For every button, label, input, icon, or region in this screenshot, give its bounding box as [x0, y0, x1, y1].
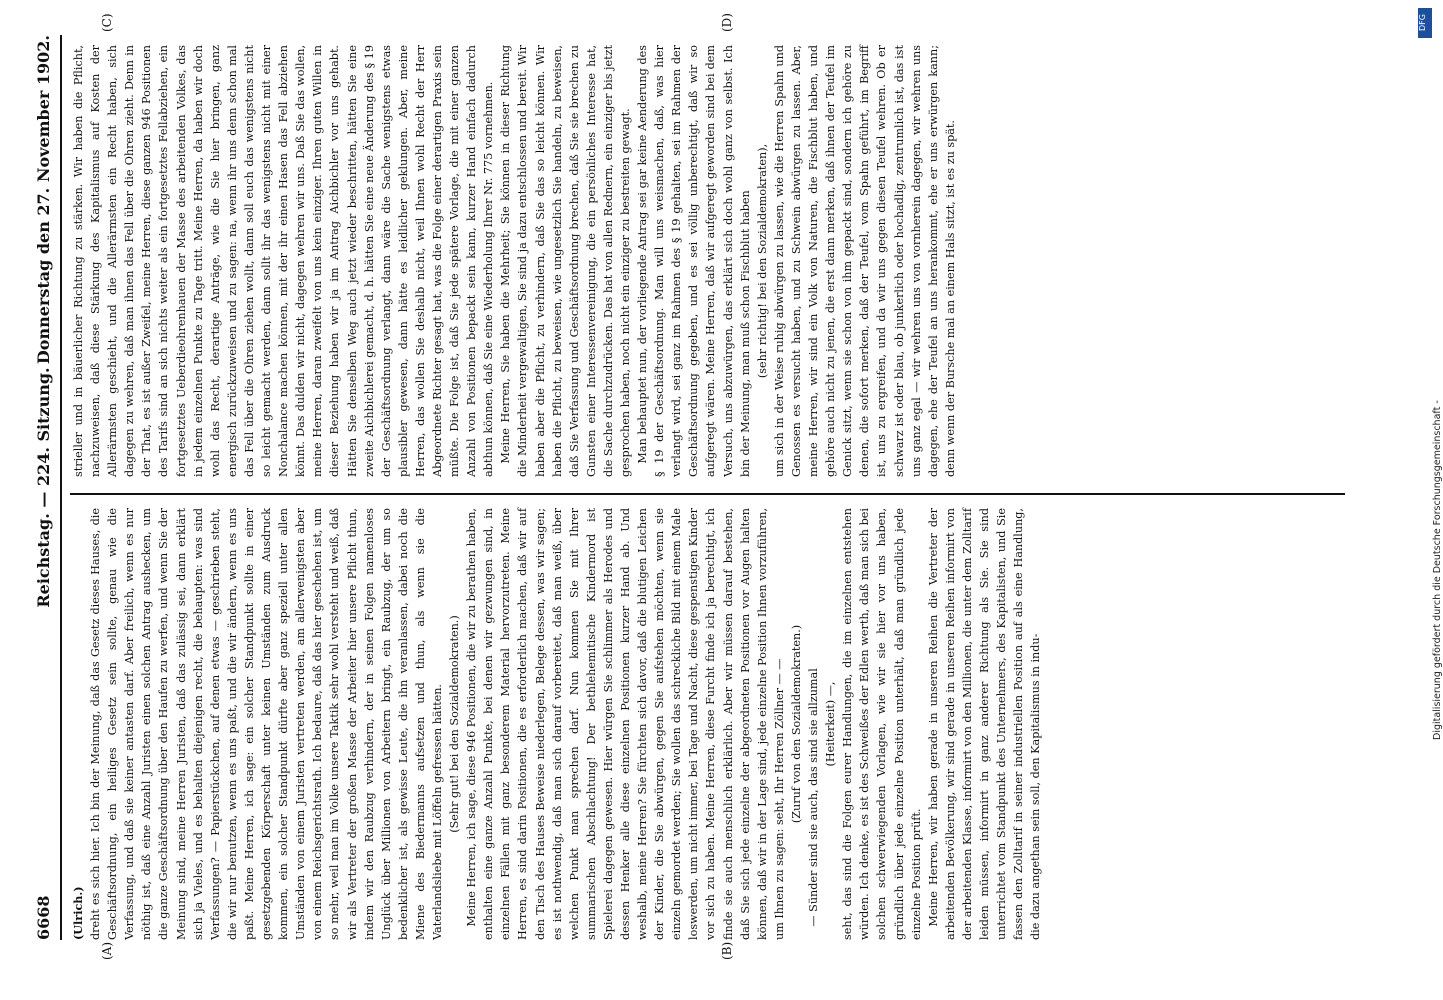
- dfg-logo: DFG: [1418, 8, 1432, 38]
- digitization-credit: [1420, 40, 1443, 740]
- right-column: [70, 45, 1350, 477]
- paragraph: um sich in der Weise ruhig abwürgen zu lassen, wie die Herren Spahn und Genossen es versucht haben, und zu Schwein abwürgen zu lassen. Aber, meine Herren, wir sind ein Volk von Naturen, die Fischblut haben, und gehöre auch nicht zu jenen, die erst dann merken, daß ihnen der Teufel im Genick sitzt, wenn sie schon von ihm gepackt sind, sondern ich gehöre zu denen, die sofort merken, daß der Teufel, vom Spahn geführt, im Begriff ist, uns zu ergreifen, und da wir uns gegen diesen Teufel wehren. Ob er schwarz ist oder blau, ob junkerlich oder hochadlig, zentrumlich ist, das ist uns ganz egal — wir wehren uns von vornherein dagegen, wir wehren uns dagegen, ehe der Teufel an uns herankommt, ehe er uns erwürgen kann; denn wenn der Bursche mal an einem Hals sitzt, ist es zu spät.: [772, 45, 957, 477]
- interjection: (sehr richtig! bei den Sozialdemokraten),: [755, 143, 769, 379]
- credit-text: Digitalisierung gefördert durch die Deutsche Forschungsgemeinschaft -: [1432, 400, 1443, 740]
- paragraph: — Sünder sind sie auch, das sind sie allzumal: [807, 668, 821, 927]
- page-header: [34, 35, 60, 940]
- interjection: (Zuruf von den Sozialdemokraten.): [789, 624, 803, 824]
- paragraph: Man behauptet nun, der vorliegende Antrag sei gar keine Aenderung des § 19 der Geschäftsordnung. Man will uns weismachen, daß, was hier verlangt wird, sei ganz im Rahmen des § 19 gehalten, sei im Rahmen der Geschäftsordnung gegeben, und es sei völlig unberechtigt, daß wir so aufgeregt wären. Meine Herren, daß wir aufgeregt geworden sind bei dem Versuch, uns abzuwürgen, das erklärt sich doch wohl ganz von selbst. Ich bin der Meinung, man muß schon Fischblut haben: [636, 45, 752, 477]
- column-rule: [70, 493, 1345, 495]
- speaker-name: (Ulrich.): [71, 886, 85, 940]
- interjection: (Sehr gut! bei den Sozialdemokraten.): [448, 615, 462, 833]
- paragraph: seht, das sind die Folgen eurer Handlungen, die im einzelnen entstehen würden. Ich denke, es ist des Schweißes der Edlen werth, daß man sich bei solchen schwerwiegenden Vorlagen, wie wir sie hier vor uns haben, gründlich über jede einzelne Position unterhält, daß man gründlich jede einzelne Position prüft.: [841, 508, 923, 940]
- left-column: [70, 508, 1350, 940]
- margin-marker-a: (A): [100, 941, 114, 960]
- paragraph: Meine Herren, Sie haben die Mehrheit; Sie können in dieser Richtung die Minderheit vergewaltigen, Sie sind ja dazu entschlossen und bereit. Wir haben aber die Pflicht, zu verhindern, daß Sie das so leicht können. Wir haben die Pflicht, zu beweisen, wie ungesetzlich Sie handeln, zu beweisen, daß Sie Verfassung und Geschäftsordnung brechen, daß Sie sie brechen zu Gunsten einer Interessenvereinigung, die ein persönliches Interesse hat, die Sache durchzudrücken. Das hat von allen Rednern, ein einziger bis jetzt gesprochen haben, noch nicht ein einziger zu bestreiten gewagt.: [499, 44, 632, 477]
- page-number: 6668: [34, 895, 53, 940]
- paragraph: dreht es sich hier. Ich bin der Meinung, daß das Gesetz dieses Hauses, die Geschäftsordnung, ein heiliges Gesetz sein sollte, genau wie die Verfassung, und daß sie keiner antasten darf. Aber freilich, wenn es nur nöthig ist, daß eine Anzahl Juristen einen solchen Antrag aushecken, um die ganze Geschäftsordnung über den Haufen zu werfen, und wenn Sie der Meinung sind, meine Herren Juristen, daß das zulässig sei, dann erklärt sich ja Vieles, und es behalten diejenigen recht, die behaupten: was sind Verfassungen? — Papierstückchen, auf denen etwas — geschrieben steht, die wir nur benutzen, wenn es uns paßt, und die wir ändern, wenn es uns paßt. Meine Herren, ich sage: ein solcher Standpunkt sollte in einer gesetzgebenden Körperschaft unter keinen Umständen zum Ausdruck kommen, ein solcher Standpunkt dürfte aber ganz speziell unter allen Umständen von einem Juristen vertreten werden, am allerwenigsten aber von einem Reichsgerichtsrath. Ich bedaure, daß das hier geschehen ist, um so mehr, weil man im Volke unsere Taktik sehr wohl versteht und weiß, daß wir als Vertreter der großen Masse der Arbeiter hier unsere Pflicht thun, indem wir den Raubzug verhindern, der in seinen Folgen namenloses Unglück über Millionen von Arbeitern bringt, ein Raubzug, der um so bedenklicher ist, als gewisse Leute, die ihn veranlassen, dabei noch die Miene des Biedermanns aufsetzen und thun, als wenn sie die Vaterlandsliebe mit Löffeln gefressen hätten.: [89, 508, 444, 940]
- header-rule: [60, 35, 62, 940]
- interjection: (Heiterkeit) —,: [824, 681, 838, 767]
- margin-marker-d: (D): [720, 13, 734, 32]
- session-title: Reichstag. — 224. Sitzung.: [34, 367, 53, 608]
- margin-marker-b: (B): [720, 941, 734, 960]
- paragraph: strieller und in bäuerlicher Richtung zu stärken. Wir haben die Pflicht, nachzuweisen, daß diese Stärkung des Kapitalismus auf Kosten der Allerärmsten geschieht, und die Allerärmsten ein Recht haben, sich dagegen zu wehren, daß man ihnen das Fell über die Ohren zieht. Denn in der That, es ist außer Zweifel, meine Herren, diese ganzen 946 Positionen des Tarifs sind an sich nichts weiter als ein fortgesetztes Fellabziehen, ein fortgesetztes Ueberdieohrenhauen der Masse des arbeitenden Volkes, das in jedem einzelnen Punkte zu Tage tritt. Meine Herren, da haben wir doch wohl das Recht, derartige Anträge, wie die Sie hier bringen, ganz energisch zurückzuweisen und zu sagen: na, wenn ihr uns denn schon mal das Fell über die Ohren ziehen wollt, dann soll euch das wenigstens nicht so leicht gemacht werden, dann sollt ihr das wenigstens nicht mit einer Nonchalance machen können, mit der ihr einen Hasen das Fell abziehen könnt. Das dulden wir nicht, dagegen wehren wir uns. Daß Sie das wollen, meine Herren, daran zweifelt von uns kein einziger. Ihren guten Willen in dieser Beziehung haben wir ja im Antrag Aichbichler vor uns gehabt. Hätten Sie denselben Weg auch jetzt wieder beschritten, hätten Sie eine zweite Aichbichlerei gemacht, d. h. hätten Sie eine neue Änderung des § 19 der Geschäftsordnung verlangt, dann wäre die Sache wenigstens etwas plausibler gewesen, dann hätte es leidlicher geklungen. Aber, meine Herren, das wollen Sie deshalb nicht, weil Ihnen wohl Recht der Herr Abgeordnete Richter gesagt hat, was die Folge einer derartigen Praxis sein müßte. Die Folge ist, daß Sie jede spätere Vorlage, die mit einer ganzen Anzahl von Positionen bepackt sein kann, kurzer Hand einfach dadurch abthun können, daß Sie eine Wiederholung Ihrer Nr. 775 vornehmen.: [72, 45, 496, 477]
- paragraph: Meine Herren, ich sage, diese 946 Positionen, die wir zu berathen haben, enthalten eine ganze Anzahl Punkte, bei denen wir gezwungen sind, in einzelnen Fällen mit ganz besonderem Material hervorzutreten. Meine Herren, es sind darin Positionen, die es erforderlich machen, daß wir auf den Tisch des Hauses Beweise niederlegen, Belege dessen, was wir sagen; es ist nothwendig, daß man sich darauf vorbereitet, daß man weiß, über welchen Punkt man sprechen darf. Nun kommen Sie mit Ihrer summarischen Abschlachtung! Der bethlehemitische Kindermord ist Spielerei dagegen gewesen. Hier würgen Sie schlimmer als Herodes und dessen Henker alle diese einzelnen Positionen kurzer Hand ab. Und weshalb, meine Herren? Sie fürchten sich davor, daß die blutigen Leichen der Kinder, die Sie abwürgen, gegen Sie aufstehen möchten, wenn sie einzeln gemordet werden; Sie wollen das schreckliche Bild mit einem Male loswerden, um nicht immer, bei Tage und Nacht, diese gespenstigen Kinder vor sich zu haben. Meine Herren, diese Furcht finde ich ja berechtigt, ich finde sie auch menschlich erklärlich. Aber wir müssen darauf bestehen, daß Sie sich jede einzelne der abgeordneten Positionen vor Augen halten können, daß wir in der Lage sind, jede einzelne Position Ihnen vorzuführen, um Ihnen zu sagen: seht, Ihr Herren Zöllner — —: [465, 508, 786, 940]
- margin-marker-c: (C): [100, 13, 114, 32]
- paragraph: Meine Herren, wir haben gerade in unseren Reihen die Vertreter der arbeitenden Bevölkerung, wir sind gerade in unseren Reihen informirt von der arbeitenden Klasse, informirt von den Millionen, die unter dem Zolltarif leiden müssen, informirt in ganz anderer Richtung als Sie. Sie sind unterrichtet vom Standpunkt des Unternehmers, des Kapitalisten, und Sie fassen den Zolltarif in seiner industriellen Position auf als eine Handlung, die dazu angethan sein soll, den Kapitalismus in indu-: [926, 508, 1043, 940]
- session-date: Donnerstag den 27. November 1902.: [34, 35, 53, 365]
